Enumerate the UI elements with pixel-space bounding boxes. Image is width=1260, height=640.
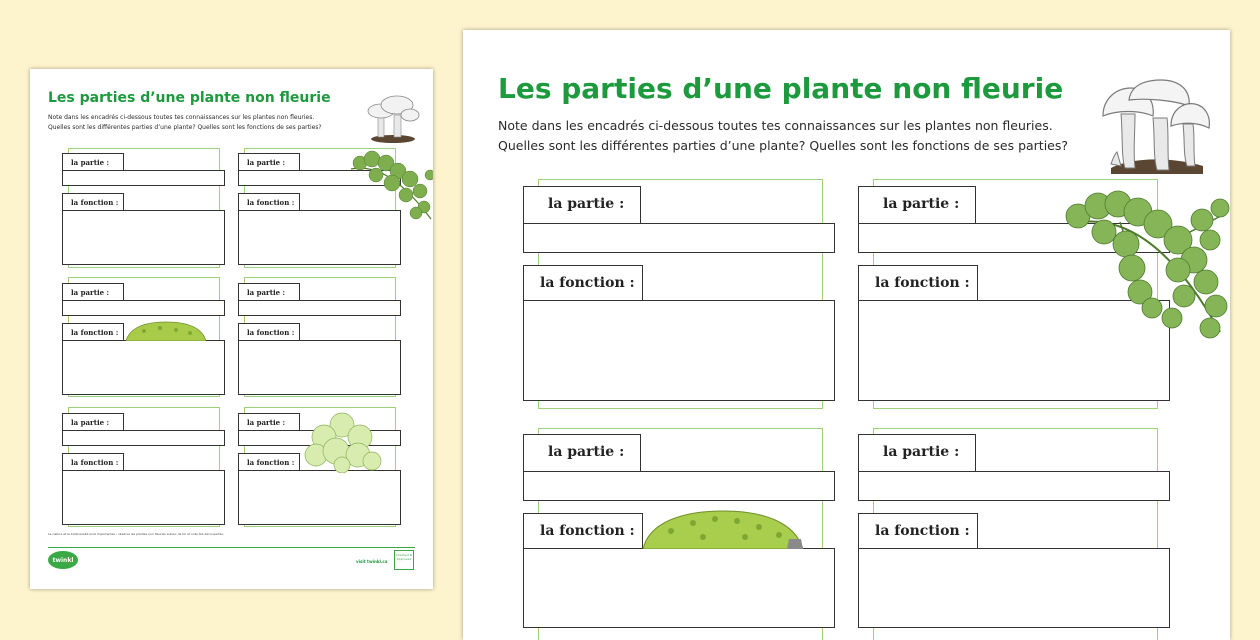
partie-answer-field[interactable] [523, 471, 835, 501]
thumbnail-moss-illustration [124, 321, 208, 341]
partie-answer-field[interactable] [858, 471, 1170, 501]
label-partie: la partie : [858, 186, 976, 224]
thumbnail-fonction-field[interactable] [238, 470, 401, 525]
approved-badge: Checked & Approved [394, 550, 414, 570]
page-title: Les parties d’une plante non fleurie [498, 72, 1064, 105]
thumbnail-label-partie: la partie : [62, 413, 124, 430]
worksheet-detail[interactable] [463, 30, 1230, 640]
thumbnail-fern-illustration [346, 149, 433, 231]
thumbnail-fonction-field[interactable] [62, 210, 225, 265]
intro-line-1: Note dans les encadrés ci-dessous toutes tes connaissances sur les plantes non fleuries. [498, 118, 1053, 133]
thumbnail-label-partie: la partie : [238, 413, 300, 430]
label-fonction: la fonction : [858, 513, 978, 549]
thumbnail-partie-field[interactable] [62, 300, 225, 316]
thumbnail-intro-line-2: Quelles sont les différentes parties d’une plante? Quelles sont les fonctions de ses parties? [48, 124, 322, 131]
fonction-answer-field[interactable] [523, 548, 835, 628]
footer-divider [48, 547, 415, 548]
thumbnail-partie-field[interactable] [238, 300, 401, 316]
thumbnail-intro-line-1: Note dans les encadrés ci-dessous toutes tes connaissances sur les plantes non fleuries. [48, 114, 315, 121]
thumbnail-title: Les parties d’une plante non fleurie [48, 90, 331, 106]
worksheet-thumbnail[interactable] [30, 69, 433, 589]
thumbnail-lichen-illustration [302, 411, 382, 473]
mushroom-illustration [1099, 78, 1211, 178]
thumbnail-label-fonction: la fonction : [238, 193, 300, 210]
thumbnail-fonction-field[interactable] [238, 340, 401, 395]
label-partie: la partie : [523, 434, 641, 472]
fonction-answer-field[interactable] [858, 548, 1170, 628]
thumbnail-label-partie: la partie : [238, 153, 300, 170]
fonction-answer-field[interactable] [523, 300, 835, 401]
thumbnail-footer-note: La nature et la biodiversité sont importantes : observe les plantes non fleuries autour de toi et note tes découvertes. [48, 532, 224, 536]
label-fonction: la fonction : [858, 265, 978, 301]
thumbnail-label-partie: la partie : [62, 153, 124, 170]
thumbnail-label-partie: la partie : [238, 283, 300, 300]
label-partie: la partie : [523, 186, 641, 224]
thumbnail-partie-field[interactable] [62, 430, 225, 446]
partie-answer-field[interactable] [523, 223, 835, 253]
thumbnail-fonction-field[interactable] [62, 340, 225, 395]
intro-line-2: Quelles sont les différentes parties d’une plante? Quelles sont les fonctions de ses parties? [498, 138, 1069, 153]
thumbnail-label-fonction: la fonction : [62, 453, 124, 470]
fern-illustration [1060, 182, 1230, 340]
thumbnail-fonction-field[interactable] [62, 470, 225, 525]
label-fonction: la fonction : [523, 513, 643, 549]
thumbnail-label-partie: la partie : [62, 283, 124, 300]
thumbnail-label-fonction: la fonction : [62, 193, 124, 210]
moss-illustration [641, 509, 805, 549]
visit-link[interactable]: visit twinkl.ca [356, 559, 388, 564]
thumbnail-partie-field[interactable] [62, 170, 225, 186]
thumbnail-label-fonction: la fonction : [62, 323, 124, 340]
label-fonction: la fonction : [523, 265, 643, 301]
thumbnail-label-fonction: la fonction : [238, 323, 300, 340]
twinkl-logo[interactable]: twinkl [48, 551, 78, 569]
thumbnail-mushroom-illustration [364, 95, 422, 145]
thumbnail-label-fonction: la fonction : [238, 453, 300, 470]
label-partie: la partie : [858, 434, 976, 472]
